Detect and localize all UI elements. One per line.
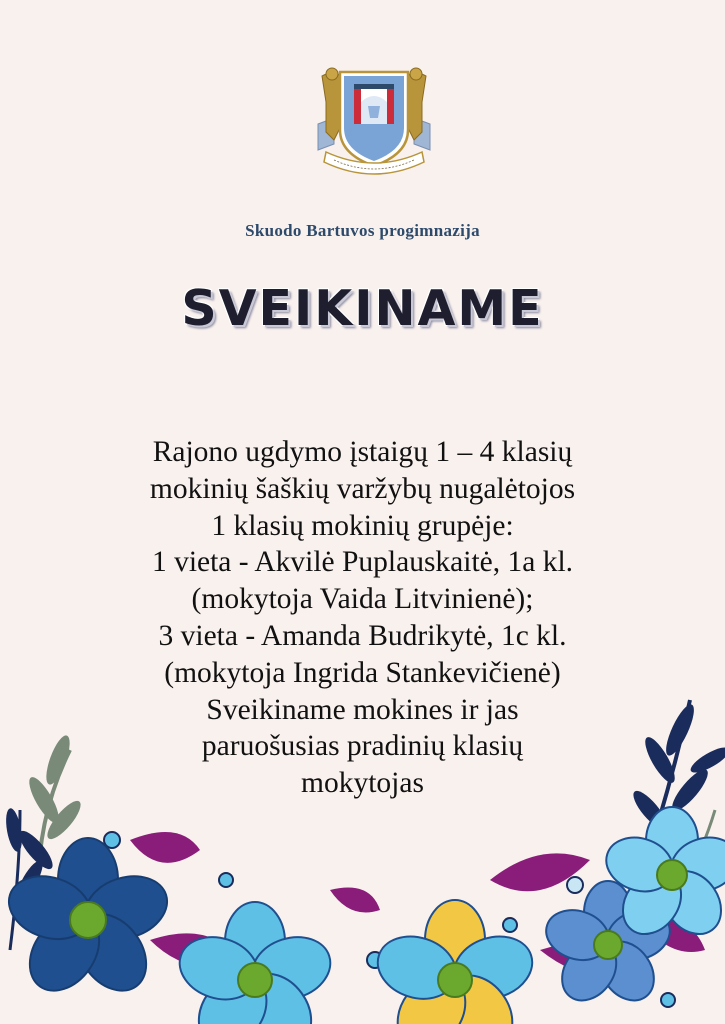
announcement-line: paruošusias pradinių klasių [201, 730, 524, 763]
announcement-line: Rajono ugdymo įstaigų 1 – 4 klasių [152, 436, 573, 468]
announcement-line: 3 vieta - Amanda Budrikytė, 1c kl. [158, 619, 567, 652]
flower-dark-blue-left [1, 838, 176, 1004]
announcement-line: Sveikiname mokines ir jas [206, 693, 519, 726]
floral-border-decoration [0, 690, 725, 1024]
announcement-line: mokytojas [301, 767, 424, 800]
announcement-line: (mokytoja Ingrida Stankevičienė) [164, 656, 561, 689]
announcement-line: 1 vieta - Akvilė Puplauskaitė, 1a kl. [151, 546, 574, 579]
flower-light-blue-center [172, 902, 339, 1024]
school-name: Skuodo Bartuvos progimnazija [245, 221, 480, 240]
headline-congratulations: SVEIKINAME [181, 280, 544, 337]
announcement-line: (mokytoja Vaida Litvinienė); [191, 583, 534, 616]
school-crest-logo [312, 62, 436, 190]
announcement-line: mokinių šaškių varžybų nugalėtojos [149, 472, 576, 505]
announcement-line: 1 klasių mokinių grupėje: [211, 509, 514, 542]
